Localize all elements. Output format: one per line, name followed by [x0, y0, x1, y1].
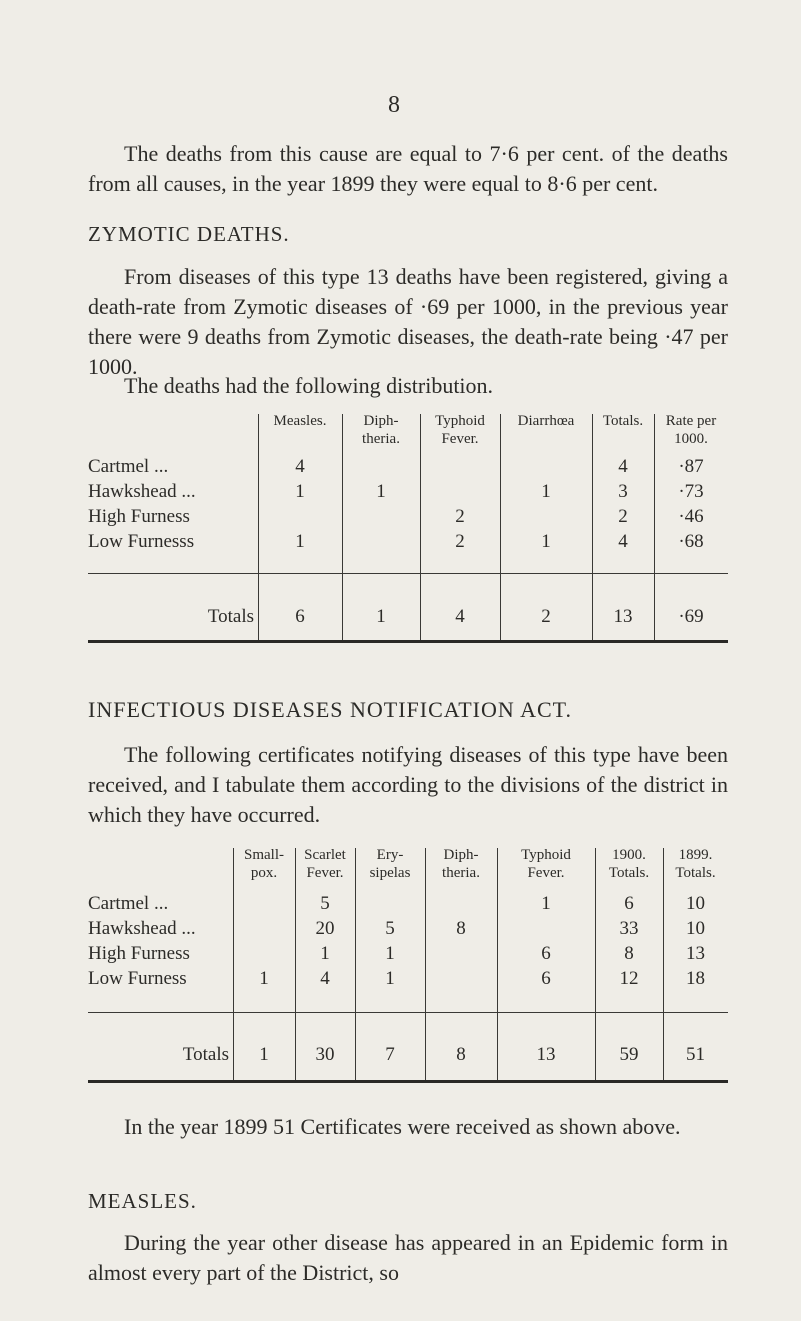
- column-header: Ery- sipelas: [369, 847, 411, 881]
- totals-rule: [88, 573, 728, 574]
- table-cell: 1: [320, 943, 330, 964]
- totals-cell: 13: [613, 606, 633, 627]
- totals-cell: 1: [376, 606, 386, 627]
- totals-cell: 13: [536, 1044, 556, 1065]
- column-rule: [295, 848, 296, 1036]
- column-header: Small- pox.: [244, 847, 284, 881]
- totals-cell: 6: [295, 606, 305, 627]
- column-header: Typhoid Fever.: [435, 413, 485, 447]
- table-bottom-rule: [88, 1080, 728, 1083]
- totals-cell: 4: [455, 606, 465, 627]
- table-bottom-rule: [88, 640, 728, 643]
- row-label: Cartmel ...: [88, 456, 169, 477]
- totals-rule: [88, 1012, 728, 1013]
- table-cell: 1: [541, 481, 551, 502]
- heading-zymotic-deaths: ZYMOTIC DEATHS.: [88, 222, 290, 246]
- row-label: Low Furness: [88, 968, 187, 989]
- paragraph-distribution: The deaths had the following distribution.: [124, 373, 494, 398]
- column-header: Scarlet Fever.: [304, 847, 346, 881]
- table-cell: 18: [686, 968, 705, 989]
- totals-cell: 30: [315, 1044, 335, 1065]
- paragraph-certificates: The following certificates notifying diseases of this type have been received, and I tabulate them according to the divisions of the district in which they have occurred.: [88, 742, 728, 827]
- table-cell: 10: [686, 918, 705, 939]
- table-cell: 5: [385, 918, 395, 939]
- table-cell: 13: [686, 943, 705, 964]
- table-cell: 10: [686, 893, 705, 914]
- table-cell: 12: [619, 968, 639, 989]
- totals-cell: ·69: [678, 606, 704, 627]
- column-header: Typhoid Fever.: [521, 847, 571, 881]
- page-number: 8: [388, 92, 400, 118]
- column-rule: [342, 414, 343, 597]
- totals-cell: 7: [385, 1044, 395, 1065]
- table-cell: 1: [295, 481, 305, 502]
- paragraph-zymotic: From diseases of this type 13 deaths have been registered, giving a death-rate from Zymotic diseases of ·69 per 1000, in the previous year there were 9 deaths from Zymotic diseases, the death-rate being ·47 per 1000.: [88, 264, 728, 379]
- column-rule: [233, 848, 234, 1036]
- column-rule: [663, 848, 664, 1036]
- table-cell: ·87: [678, 456, 704, 477]
- table-cell: 4: [618, 456, 628, 477]
- column-rule: [497, 848, 498, 1036]
- row-label: Low Furnesss: [88, 531, 195, 552]
- table-cell: 6: [541, 943, 551, 964]
- column-rule: [258, 414, 259, 597]
- column-rule: [355, 848, 356, 1036]
- table-cell: 1: [385, 943, 395, 964]
- column-header: Diarrhœa: [517, 413, 575, 429]
- table-cell: ·46: [678, 506, 704, 527]
- totals-label: Totals: [182, 1044, 229, 1065]
- table-cell: 2: [455, 531, 465, 552]
- row-label: Hawkshead ...: [88, 918, 196, 939]
- totals-label: Totals: [207, 606, 254, 627]
- column-header: Diph- theria.: [442, 847, 480, 881]
- column-rule: [500, 414, 501, 597]
- table-cell: 6: [541, 968, 551, 989]
- zymotic-deaths-table: [88, 412, 728, 662]
- totals-cell: 59: [619, 1044, 639, 1065]
- table-cell: 4: [295, 456, 305, 477]
- column-rule: [425, 848, 426, 1036]
- table-cell: 1: [259, 968, 269, 989]
- table-cell: 1: [376, 481, 386, 502]
- paragraph-1899-certificates: In the year 1899 51 Certificates were received as shown above.: [124, 1114, 681, 1139]
- table-cell: 33: [619, 918, 639, 939]
- table-cell: 4: [320, 968, 330, 989]
- table-cell: 20: [315, 918, 335, 939]
- table-cell: 1: [541, 893, 551, 914]
- table-cell: 6: [624, 893, 634, 914]
- totals-cell: 1: [259, 1044, 269, 1065]
- table-cell: 8: [624, 943, 634, 964]
- table-cell: 3: [618, 481, 628, 502]
- table-cell: 2: [455, 506, 465, 527]
- totals-cell: 8: [456, 1044, 466, 1065]
- certificates-table: [88, 846, 728, 1096]
- table-cell: 1: [385, 968, 395, 989]
- table-cell: 4: [618, 531, 628, 552]
- row-label: High Furness: [88, 506, 190, 527]
- paragraph-measles: During the year other disease has appeared in an Epidemic form in almost every part of the District, so: [88, 1230, 728, 1285]
- column-header: Rate per 1000.: [665, 413, 717, 447]
- heading-measles: MEASLES.: [88, 1189, 197, 1213]
- column-rule: [595, 848, 596, 1036]
- table-cell: 1: [541, 531, 551, 552]
- table-cell: ·68: [678, 531, 704, 552]
- column-header: 1900. Totals.: [608, 847, 650, 881]
- table-cell: 2: [618, 506, 628, 527]
- table-cell: ·73: [678, 481, 704, 502]
- column-header: Diph- theria.: [362, 413, 400, 447]
- row-label: High Furness: [88, 943, 190, 964]
- column-header: Measles.: [273, 413, 327, 429]
- totals-cell: 2: [541, 606, 551, 627]
- totals-cell: 51: [686, 1044, 705, 1065]
- paragraph-deaths-percent: The deaths from this cause are equal to 7·6 per cent. of the deaths from all causes, in the year 1899 they were equal to 8·6 per cent.: [88, 141, 728, 196]
- row-label: Hawkshead ...: [88, 481, 196, 502]
- column-header: 1899. Totals.: [675, 847, 716, 881]
- table-cell: 8: [456, 918, 466, 939]
- column-header: Totals.: [602, 413, 644, 429]
- heading-infectious-diseases: INFECTIOUS DISEASES NOTIFICATION ACT.: [88, 697, 572, 722]
- row-label: Cartmel ...: [88, 893, 169, 914]
- table-cell: 5: [320, 893, 330, 914]
- table-cell: 1: [295, 531, 305, 552]
